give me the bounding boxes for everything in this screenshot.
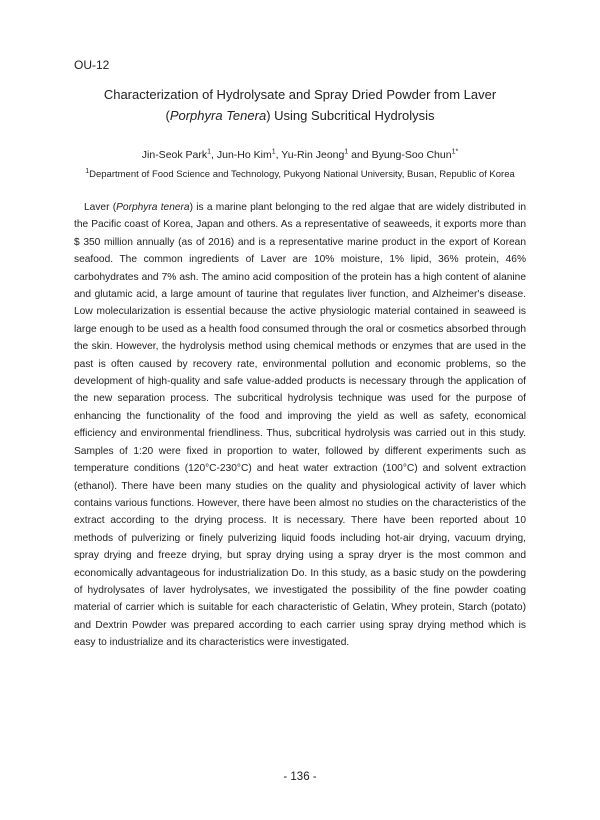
author-name: Byung-Soo Chun: [371, 149, 452, 161]
title-line-1: Characterization of Hydrolysate and Spray Dried Powder from Laver: [103, 87, 497, 102]
abstract-body: [74, 199, 526, 652]
paper-title: [60, 84, 540, 126]
affiliation: [60, 168, 540, 181]
author-affiliation-mark: 1: [344, 148, 349, 156]
title-line-2-rest: ) Using Subcritical Hydrolysis: [266, 108, 435, 123]
page-number: - 136 -: [283, 771, 317, 783]
author-separator: ,: [211, 149, 217, 161]
author-affiliation-mark: 1*: [451, 148, 459, 156]
author-separator: ,: [275, 149, 282, 161]
author-separator: and: [348, 149, 372, 161]
author-list: [60, 148, 540, 162]
author-name: Jin-Seok Park: [141, 149, 208, 161]
author-name: Yu-Rin Jeong: [281, 149, 345, 161]
title-line-2: [60, 105, 540, 126]
abstract-part-2: ) is a marine plant belonging to the red algae that are widely distributed in the Pacific coast of Korea, Japan and others. As a representative of seaweeds, it exports more than $ 350 million annually (as of 2016) and is a representative marine product in the export of Korean seafood. The common ingredients of Laver are 10% moisture, 1% lipid, 36% protein, 46% carbohydrates and 7% ash. The amino acid composition of the protein has a high content of alanine and glutamic acid, a large amount of taurine that regulates liver function, and Alzheimer's disease. Low molecularization is essential because the active physiologic material contained in seaweed is large enough to be used as a health food consumed through the oral or cosmetics absorbed through the skin. However, the hydrolysis method using chemical methods or enzymes that are used in the past is often caused by recovery rate, environmental pollution and economic problems, so the development of high-quality and safe value-added products is necessary through the application of the new separation process. The subcritical hydrolysis technique was used for the purpose of enhancing the functionality of the food and improving the yield as well as safety, economical efficiency and environmental friendliness. Thus, subcritical hydrolysis was carried out in this study. Samples of 1:20 were fixed in proportion to water, followed by different experiments such as temperature conditions (120°C-230°C) and heat water extraction (100°C) and solvent extraction (ethanol). There have been many studies on the quality and physiological activity of laver which contains various functions. However, there have been almost no studies on the characteristics of the extract according to the drying process. It is necessary. There have been reported about 10 methods of pulverizing or finely pulverizing liquid foods including hot-air drying, vacuum drying, spray drying and freeze drying, but spray drying using a spray dryer is the most common and economically advantageous for industrialization Do. In this study, as a basic study on the powdering of hydrolysates of laver hydrolysates, we investigated the possibility of the fine powder coating material of carrier which is suitable for each characteristic of Gelatin, Whey protein, Starch (potato) and Dextrin Powder was prepared according to each carrier using spray drying method which is easy to industrialize and its characteristics were investigated.: [74, 202, 526, 649]
affiliation-mark: 1: [85, 167, 90, 175]
abstract-part-1: Laver (: [84, 202, 117, 213]
affiliation-text: Department of Food Science and Technology, Pukyong National University, Busan, Republic of Korea: [89, 169, 515, 180]
author-affiliation-mark: 1: [207, 148, 212, 156]
session-code: OU-12: [74, 58, 110, 72]
title-species: Porphyra Tenera: [169, 108, 267, 123]
title-paren-open: (: [165, 108, 170, 123]
author-affiliation-mark: 1: [271, 148, 276, 156]
abstract-species: Porphyra tenera: [116, 202, 190, 213]
author-name: Jun-Ho Kim: [216, 149, 272, 161]
